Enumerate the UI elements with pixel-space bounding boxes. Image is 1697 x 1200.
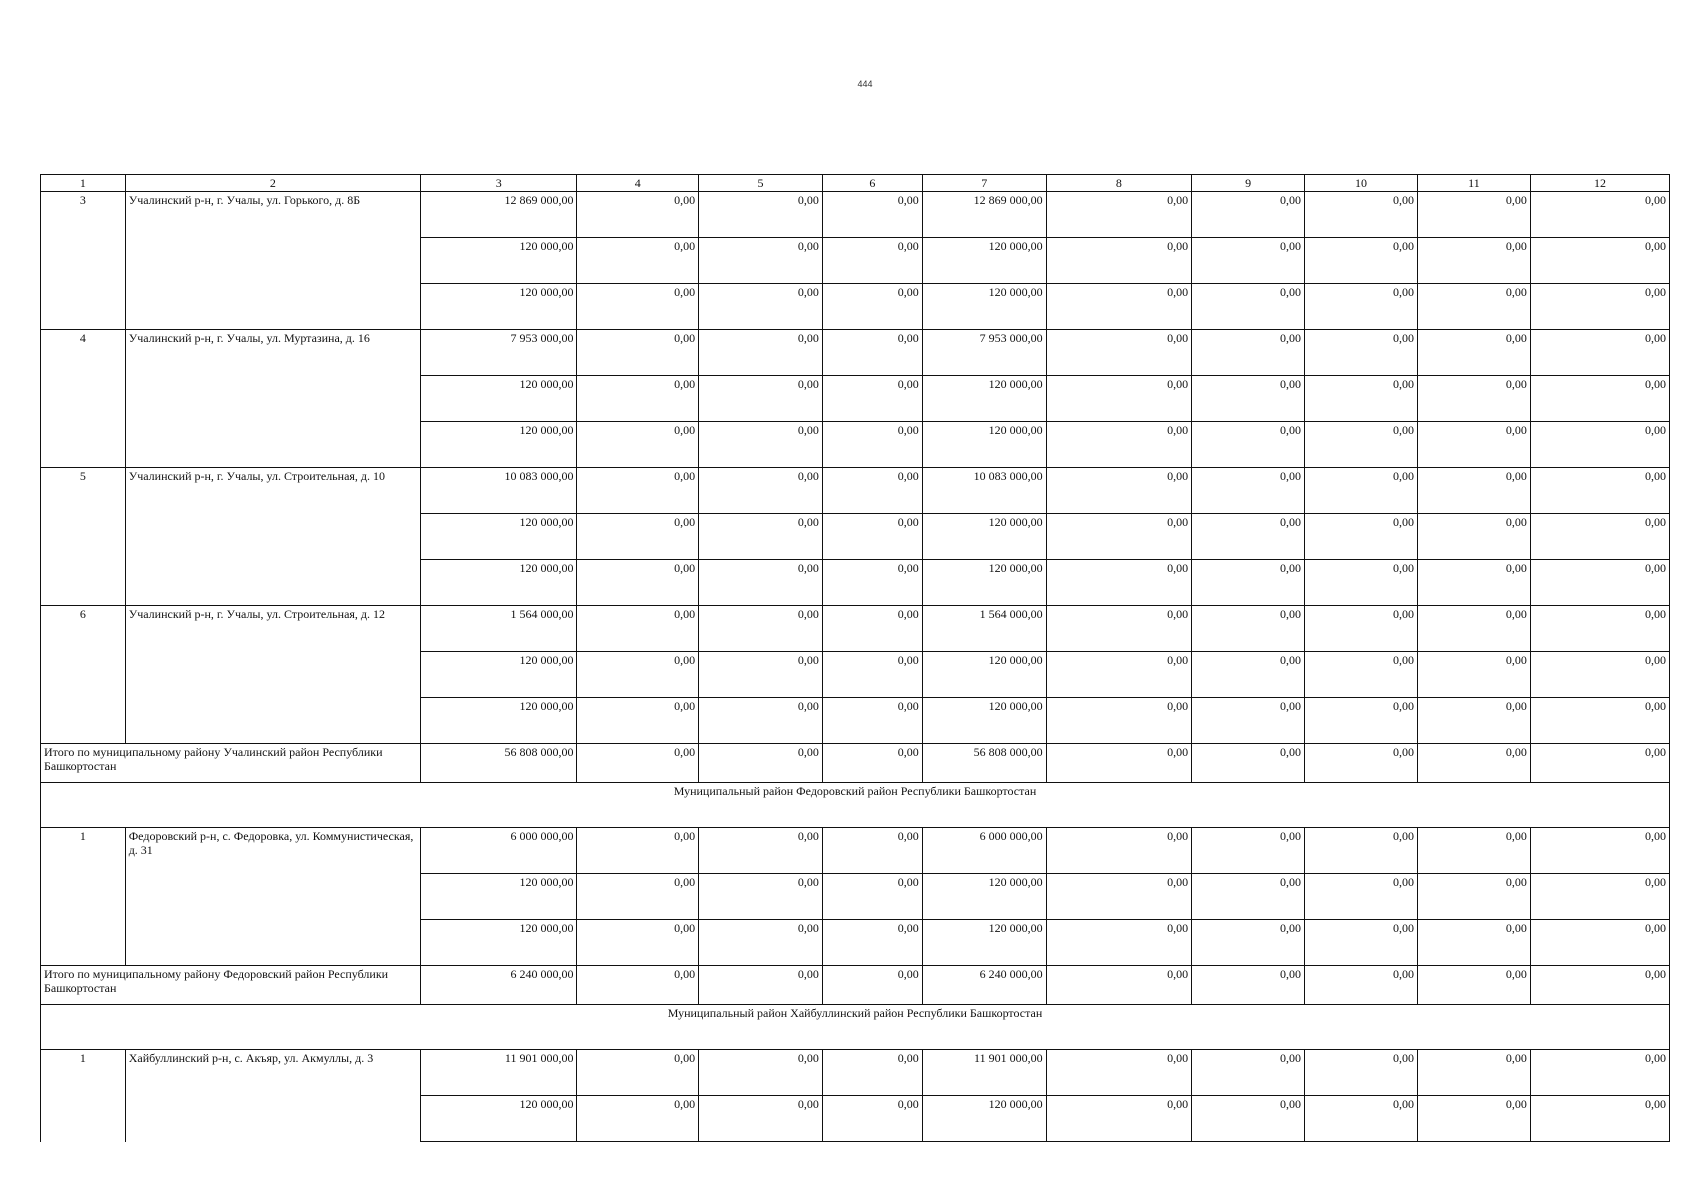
object-address — [125, 874, 420, 920]
value-cell: 6 000 000,00 — [421, 828, 577, 874]
value-cell: 0,00 — [1046, 828, 1192, 874]
row-index — [41, 698, 126, 744]
value-cell: 0,00 — [1417, 874, 1530, 920]
value-cell: 0,00 — [822, 422, 922, 468]
value-cell: 120 000,00 — [421, 560, 577, 606]
object-address — [125, 560, 420, 606]
total-value-cell: 0,00 — [1530, 744, 1669, 783]
value-cell: 0,00 — [822, 698, 922, 744]
table-row — [41, 698, 1670, 744]
object-address: Учалинский р-н, г. Учалы, ул. Муртазина, д. 16 — [125, 330, 420, 376]
value-cell: 0,00 — [822, 828, 922, 874]
value-cell: 120 000,00 — [421, 920, 577, 966]
value-cell: 0,00 — [577, 284, 699, 330]
object-address: Учалинский р-н, г. Учалы, ул. Горького, д. 8Б — [125, 192, 420, 238]
table-row — [41, 920, 1670, 966]
value-cell: 0,00 — [1046, 468, 1192, 514]
value-cell: 0,00 — [577, 330, 699, 376]
value-cell: 0,00 — [1305, 560, 1418, 606]
value-cell: 0,00 — [1192, 1096, 1305, 1142]
total-label: Итого по муниципальному району Федоровский район Республики Башкортостан — [41, 966, 421, 1005]
object-address — [125, 238, 420, 284]
value-cell: 0,00 — [1417, 606, 1530, 652]
value-cell: 0,00 — [1417, 1050, 1530, 1096]
section-row — [41, 783, 1670, 828]
table-row — [41, 652, 1670, 698]
value-cell: 120 000,00 — [922, 284, 1046, 330]
column-header-9: 9 — [1192, 175, 1305, 192]
value-cell: 0,00 — [699, 560, 823, 606]
total-label: Итого по муниципальному району Учалинский район Республики Башкортостан — [41, 744, 421, 783]
row-index — [41, 652, 126, 698]
value-cell: 0,00 — [1530, 560, 1669, 606]
value-cell: 120 000,00 — [922, 652, 1046, 698]
value-cell: 0,00 — [822, 376, 922, 422]
value-cell: 0,00 — [1046, 238, 1192, 284]
value-cell: 0,00 — [1417, 560, 1530, 606]
value-cell: 0,00 — [1530, 1050, 1669, 1096]
value-cell: 0,00 — [1305, 920, 1418, 966]
table-row — [41, 560, 1670, 606]
table-row — [41, 874, 1670, 920]
value-cell: 0,00 — [822, 1096, 922, 1142]
value-cell: 0,00 — [1192, 514, 1305, 560]
row-index — [41, 1096, 126, 1142]
table-row — [41, 1050, 1670, 1096]
value-cell: 0,00 — [1046, 192, 1192, 238]
value-cell: 120 000,00 — [421, 514, 577, 560]
total-value-cell: 0,00 — [699, 966, 823, 1005]
value-cell: 0,00 — [577, 192, 699, 238]
table-body — [41, 192, 1670, 1142]
value-cell: 0,00 — [1530, 192, 1669, 238]
total-value-cell: 0,00 — [1046, 966, 1192, 1005]
total-value-cell: 6 240 000,00 — [922, 966, 1046, 1005]
value-cell: 0,00 — [1530, 698, 1669, 744]
value-cell: 0,00 — [1192, 874, 1305, 920]
column-header-5: 5 — [699, 175, 823, 192]
column-header-3: 3 — [421, 175, 577, 192]
table-row — [41, 468, 1670, 514]
value-cell: 0,00 — [1305, 422, 1418, 468]
section-title: Муниципальный район Федоровский район Республики Башкортостан — [41, 783, 1670, 828]
value-cell: 0,00 — [1530, 606, 1669, 652]
row-index: 4 — [41, 330, 126, 376]
value-cell: 0,00 — [1305, 1096, 1418, 1142]
value-cell: 0,00 — [1192, 468, 1305, 514]
value-cell: 120 000,00 — [421, 284, 577, 330]
value-cell: 0,00 — [699, 920, 823, 966]
total-value-cell: 0,00 — [1192, 744, 1305, 783]
value-cell: 0,00 — [1530, 422, 1669, 468]
total-value-cell: 0,00 — [1046, 744, 1192, 783]
table-row — [41, 284, 1670, 330]
value-cell: 0,00 — [577, 920, 699, 966]
value-cell: 0,00 — [1305, 238, 1418, 284]
value-cell: 0,00 — [1530, 238, 1669, 284]
column-header-7: 7 — [922, 175, 1046, 192]
value-cell: 0,00 — [1530, 652, 1669, 698]
value-cell: 0,00 — [1046, 284, 1192, 330]
value-cell: 11 901 000,00 — [922, 1050, 1046, 1096]
value-cell: 0,00 — [577, 238, 699, 284]
value-cell: 0,00 — [1046, 560, 1192, 606]
value-cell: 0,00 — [1305, 874, 1418, 920]
value-cell: 0,00 — [699, 606, 823, 652]
value-cell: 0,00 — [1530, 330, 1669, 376]
value-cell: 10 083 000,00 — [421, 468, 577, 514]
value-cell: 0,00 — [1192, 422, 1305, 468]
table-row — [41, 238, 1670, 284]
value-cell: 120 000,00 — [421, 238, 577, 284]
value-cell: 0,00 — [1192, 192, 1305, 238]
table-row — [41, 422, 1670, 468]
value-cell: 0,00 — [1192, 376, 1305, 422]
value-cell: 0,00 — [1046, 330, 1192, 376]
value-cell: 0,00 — [1192, 284, 1305, 330]
row-index: 3 — [41, 192, 126, 238]
value-cell: 0,00 — [577, 652, 699, 698]
value-cell: 120 000,00 — [922, 920, 1046, 966]
value-cell: 0,00 — [1417, 698, 1530, 744]
value-cell: 0,00 — [699, 874, 823, 920]
value-cell: 0,00 — [1046, 920, 1192, 966]
value-cell: 0,00 — [699, 652, 823, 698]
value-cell: 0,00 — [577, 1050, 699, 1096]
total-value-cell: 0,00 — [577, 966, 699, 1005]
row-index: 5 — [41, 468, 126, 514]
value-cell: 0,00 — [577, 468, 699, 514]
table-row — [41, 192, 1670, 238]
total-value-cell: 0,00 — [1192, 966, 1305, 1005]
value-cell: 0,00 — [1417, 376, 1530, 422]
value-cell: 11 901 000,00 — [421, 1050, 577, 1096]
value-cell: 0,00 — [1530, 514, 1669, 560]
value-cell: 0,00 — [577, 376, 699, 422]
value-cell: 120 000,00 — [421, 698, 577, 744]
value-cell: 0,00 — [1530, 828, 1669, 874]
row-index: 1 — [41, 828, 126, 874]
value-cell: 0,00 — [1305, 192, 1418, 238]
object-address: Федоровский р-н, с. Федоровка, ул. Коммунистическая, д. 31 — [125, 828, 420, 874]
column-header-6: 6 — [822, 175, 922, 192]
value-cell: 120 000,00 — [922, 376, 1046, 422]
value-cell: 120 000,00 — [922, 422, 1046, 468]
value-cell: 0,00 — [1192, 652, 1305, 698]
column-header-4: 4 — [577, 175, 699, 192]
total-value-cell: 0,00 — [1305, 744, 1418, 783]
value-cell: 0,00 — [1305, 1050, 1418, 1096]
value-cell: 0,00 — [1530, 468, 1669, 514]
table-row — [41, 330, 1670, 376]
row-index — [41, 376, 126, 422]
value-cell: 7 953 000,00 — [421, 330, 577, 376]
value-cell: 0,00 — [1417, 514, 1530, 560]
value-cell: 10 083 000,00 — [922, 468, 1046, 514]
value-cell: 0,00 — [1305, 606, 1418, 652]
value-cell: 120 000,00 — [922, 874, 1046, 920]
value-cell: 0,00 — [699, 828, 823, 874]
value-cell: 0,00 — [577, 698, 699, 744]
value-cell: 0,00 — [1046, 422, 1192, 468]
value-cell: 0,00 — [699, 468, 823, 514]
value-cell: 0,00 — [577, 1096, 699, 1142]
value-cell: 0,00 — [1417, 652, 1530, 698]
total-value-cell: 0,00 — [1305, 966, 1418, 1005]
budget-table — [40, 174, 1670, 1142]
column-header-8: 8 — [1046, 175, 1192, 192]
object-address — [125, 376, 420, 422]
value-cell: 0,00 — [1305, 652, 1418, 698]
value-cell: 0,00 — [577, 828, 699, 874]
value-cell: 0,00 — [699, 330, 823, 376]
value-cell: 120 000,00 — [421, 376, 577, 422]
table-row — [41, 828, 1670, 874]
object-address — [125, 652, 420, 698]
total-value-cell: 56 808 000,00 — [421, 744, 577, 783]
object-address — [125, 1096, 420, 1142]
value-cell: 0,00 — [1046, 874, 1192, 920]
value-cell: 120 000,00 — [421, 422, 577, 468]
value-cell: 0,00 — [1305, 828, 1418, 874]
value-cell: 0,00 — [1046, 698, 1192, 744]
value-cell: 0,00 — [1530, 284, 1669, 330]
value-cell: 0,00 — [822, 238, 922, 284]
value-cell: 12 869 000,00 — [922, 192, 1046, 238]
value-cell: 0,00 — [1046, 1096, 1192, 1142]
value-cell: 0,00 — [1530, 874, 1669, 920]
value-cell: 0,00 — [699, 1096, 823, 1142]
value-cell: 0,00 — [822, 874, 922, 920]
value-cell: 0,00 — [1192, 560, 1305, 606]
value-cell: 120 000,00 — [922, 560, 1046, 606]
total-row — [41, 744, 1670, 783]
value-cell: 0,00 — [577, 606, 699, 652]
object-address — [125, 920, 420, 966]
row-index — [41, 238, 126, 284]
value-cell: 120 000,00 — [922, 698, 1046, 744]
value-cell: 1 564 000,00 — [922, 606, 1046, 652]
value-cell: 0,00 — [1305, 330, 1418, 376]
row-index — [41, 920, 126, 966]
value-cell: 120 000,00 — [922, 238, 1046, 284]
value-cell: 0,00 — [1530, 1096, 1669, 1142]
value-cell: 6 000 000,00 — [922, 828, 1046, 874]
value-cell: 0,00 — [1417, 192, 1530, 238]
total-value-cell: 0,00 — [822, 744, 922, 783]
value-cell: 0,00 — [699, 238, 823, 284]
value-cell: 0,00 — [1530, 376, 1669, 422]
object-address: Учалинский р-н, г. Учалы, ул. Строительная, д. 10 — [125, 468, 420, 514]
row-index — [41, 874, 126, 920]
value-cell: 0,00 — [1417, 422, 1530, 468]
value-cell: 0,00 — [822, 330, 922, 376]
value-cell: 0,00 — [1192, 238, 1305, 284]
value-cell: 0,00 — [1530, 920, 1669, 966]
value-cell: 0,00 — [1417, 238, 1530, 284]
value-cell: 0,00 — [699, 376, 823, 422]
value-cell: 0,00 — [1046, 606, 1192, 652]
total-value-cell: 56 808 000,00 — [922, 744, 1046, 783]
value-cell: 120 000,00 — [421, 1096, 577, 1142]
value-cell: 0,00 — [577, 560, 699, 606]
value-cell: 0,00 — [822, 284, 922, 330]
value-cell: 0,00 — [1417, 920, 1530, 966]
row-index: 1 — [41, 1050, 126, 1096]
value-cell: 12 869 000,00 — [421, 192, 577, 238]
object-address: Учалинский р-н, г. Учалы, ул. Строительная, д. 12 — [125, 606, 420, 652]
value-cell: 0,00 — [1305, 376, 1418, 422]
total-value-cell: 0,00 — [1530, 966, 1669, 1005]
value-cell: 120 000,00 — [421, 874, 577, 920]
total-value-cell: 0,00 — [1417, 744, 1530, 783]
value-cell: 0,00 — [822, 468, 922, 514]
value-cell: 120 000,00 — [421, 652, 577, 698]
value-cell: 0,00 — [1305, 284, 1418, 330]
total-value-cell: 0,00 — [699, 744, 823, 783]
row-index: 6 — [41, 606, 126, 652]
total-value-cell: 0,00 — [822, 966, 922, 1005]
object-address — [125, 698, 420, 744]
value-cell: 0,00 — [1417, 828, 1530, 874]
value-cell: 0,00 — [1046, 1050, 1192, 1096]
total-row — [41, 966, 1670, 1005]
object-address — [125, 514, 420, 560]
column-header-10: 10 — [1305, 175, 1418, 192]
value-cell: 0,00 — [577, 874, 699, 920]
value-cell: 0,00 — [822, 1050, 922, 1096]
value-cell: 7 953 000,00 — [922, 330, 1046, 376]
value-cell: 0,00 — [822, 606, 922, 652]
value-cell: 0,00 — [1417, 330, 1530, 376]
row-index — [41, 560, 126, 606]
value-cell: 0,00 — [1305, 514, 1418, 560]
value-cell: 0,00 — [822, 652, 922, 698]
value-cell: 0,00 — [577, 422, 699, 468]
value-cell: 0,00 — [1192, 698, 1305, 744]
value-cell: 0,00 — [699, 422, 823, 468]
total-value-cell: 0,00 — [577, 744, 699, 783]
value-cell: 0,00 — [699, 1050, 823, 1096]
page-number: 444 — [857, 79, 873, 89]
value-cell: 0,00 — [822, 920, 922, 966]
value-cell: 0,00 — [699, 284, 823, 330]
value-cell: 0,00 — [822, 514, 922, 560]
section-row — [41, 1005, 1670, 1050]
value-cell: 1 564 000,00 — [421, 606, 577, 652]
value-cell: 0,00 — [1305, 698, 1418, 744]
column-number-header — [41, 175, 1670, 192]
value-cell: 0,00 — [822, 560, 922, 606]
table-row — [41, 376, 1670, 422]
value-cell: 0,00 — [699, 698, 823, 744]
row-index — [41, 422, 126, 468]
value-cell: 0,00 — [1192, 330, 1305, 376]
row-index — [41, 284, 126, 330]
value-cell: 0,00 — [1417, 1096, 1530, 1142]
table-row — [41, 1096, 1670, 1142]
value-cell: 120 000,00 — [922, 514, 1046, 560]
value-cell: 0,00 — [577, 514, 699, 560]
column-header-1: 1 — [41, 175, 126, 192]
row-index — [41, 514, 126, 560]
object-address: Хайбуллинский р-н, с. Акъяр, ул. Акмуллы, д. 3 — [125, 1050, 420, 1096]
total-value-cell: 6 240 000,00 — [421, 966, 577, 1005]
table-row — [41, 606, 1670, 652]
column-header-11: 11 — [1417, 175, 1530, 192]
value-cell: 0,00 — [1417, 468, 1530, 514]
table-row — [41, 514, 1670, 560]
column-header-2: 2 — [125, 175, 420, 192]
value-cell: 0,00 — [1046, 652, 1192, 698]
value-cell: 0,00 — [1192, 606, 1305, 652]
value-cell: 0,00 — [1046, 376, 1192, 422]
section-title: Муниципальный район Хайбуллинский район Республики Башкортостан — [41, 1005, 1670, 1050]
value-cell: 120 000,00 — [922, 1096, 1046, 1142]
value-cell: 0,00 — [1192, 1050, 1305, 1096]
value-cell: 0,00 — [1305, 468, 1418, 514]
value-cell: 0,00 — [1192, 828, 1305, 874]
value-cell: 0,00 — [1192, 920, 1305, 966]
total-value-cell: 0,00 — [1417, 966, 1530, 1005]
value-cell: 0,00 — [1046, 514, 1192, 560]
column-header-12: 12 — [1530, 175, 1669, 192]
value-cell: 0,00 — [1417, 284, 1530, 330]
value-cell: 0,00 — [822, 192, 922, 238]
value-cell: 0,00 — [699, 192, 823, 238]
value-cell: 0,00 — [699, 514, 823, 560]
object-address — [125, 284, 420, 330]
object-address — [125, 422, 420, 468]
